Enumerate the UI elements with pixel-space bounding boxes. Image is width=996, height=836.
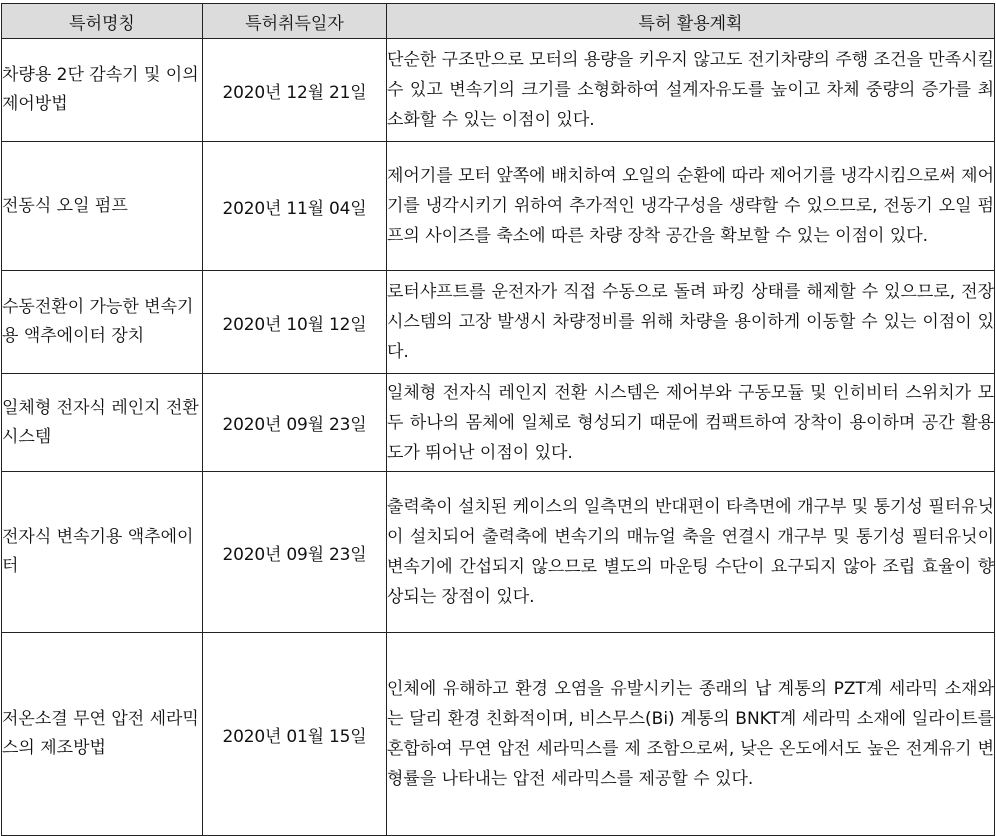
patent-name: 저온소결 무연 압전 세라믹스의 제조방법 (2, 633, 203, 836)
acquisition-date: 2020년 10월 12일 (203, 271, 387, 374)
patent-name: 전동식 오일 펌프 (2, 142, 203, 271)
usage-plan: 제어기를 모터 앞쪽에 배치하여 오일의 순환에 따라 제어기를 냉각시킴으로써 제어기를 냉각시키기 위하여 추가적인 냉각구성을 생략할 수 있으므로, 전동기 오일 펌프의 사이즈를 축소에 따른 차량 장착 공간을 확보할 수 있는 이점이 있다. (387, 142, 995, 271)
header-row (2, 4, 995, 39)
acquisition-date: 2020년 09월 23일 (203, 374, 387, 472)
usage-plan: 로터샤프트를 운전자가 직접 수동으로 돌려 파킹 상태를 해제할 수 있으므로, 전장시스템의 고장 발생시 차량정비를 위해 차량을 용이하게 이동할 수 있는 이점이 있다. (387, 271, 995, 374)
patent-name: 전자식 변속기용 액추에이터 (2, 472, 203, 633)
usage-plan: 단순한 구조만으로 모터의 용량을 키우지 않고도 전기차량의 주행 조건을 만족시킬 수 있고 변속기의 크기를 소형화하여 설계자유도를 높이고 차체 중량의 증가를 최소화할 수 있는 이점이 있다. (387, 39, 995, 142)
header-usage-plan: 특허 활용계획 (387, 4, 995, 39)
usage-plan: 인체에 유해하고 환경 오염을 유발시키는 종래의 납 계통의 PZT계 세라믹 소재와는 달리 환경 친화적이며, 비스무스(Bi) 계통의 BNKT계 세라믹 소재에 일라이트를 혼합하여 무연 압전 세라믹스를 제 조함으로써, 낮은 온도에서도 높은 전계유기 변형률을 나타내는 압전 세라믹스를 제공할 수 있다. (387, 633, 995, 836)
table-row (2, 374, 995, 472)
header-patent-name: 특허명칭 (2, 4, 203, 39)
table-row (2, 633, 995, 836)
table-row (2, 39, 995, 142)
acquisition-date: 2020년 01월 15일 (203, 633, 387, 836)
table-row (2, 472, 995, 633)
header-acquisition-date: 특허취득일자 (203, 4, 387, 39)
table-row (2, 142, 995, 271)
table-row (2, 271, 995, 374)
usage-plan: 일체형 전자식 레인지 전환 시스템은 제어부와 구동모듈 및 인히비터 스위치가 모두 하나의 몸체에 일체로 형성되기 때문에 컴팩트하여 장착이 용이하며 공간 활용도가 뛰어난 이점이 있다. (387, 374, 995, 472)
usage-plan: 출력축이 설치된 케이스의 일측면의 반대편이 타측면에 개구부 및 통기성 필터유닛이 설치되어 출력축에 변속기의 매뉴얼 축을 연결시 개구부 및 통기성 필터유닛이 변속기에 간섭되지 않으므로 별도의 마운팅 수단이 요구되지 않아 조립 효율이 향상되는 장점이 있다. (387, 472, 995, 633)
patent-name: 차량용 2단 감속기 및 이의 제어방법 (2, 39, 203, 142)
patent-table (1, 3, 995, 836)
patent-name: 수동전환이 가능한 변속기용 액추에이터 장치 (2, 271, 203, 374)
acquisition-date: 2020년 11월 04일 (203, 142, 387, 271)
acquisition-date: 2020년 09월 23일 (203, 472, 387, 633)
patent-name: 일체형 전자식 레인지 전환 시스템 (2, 374, 203, 472)
acquisition-date: 2020년 12월 21일 (203, 39, 387, 142)
